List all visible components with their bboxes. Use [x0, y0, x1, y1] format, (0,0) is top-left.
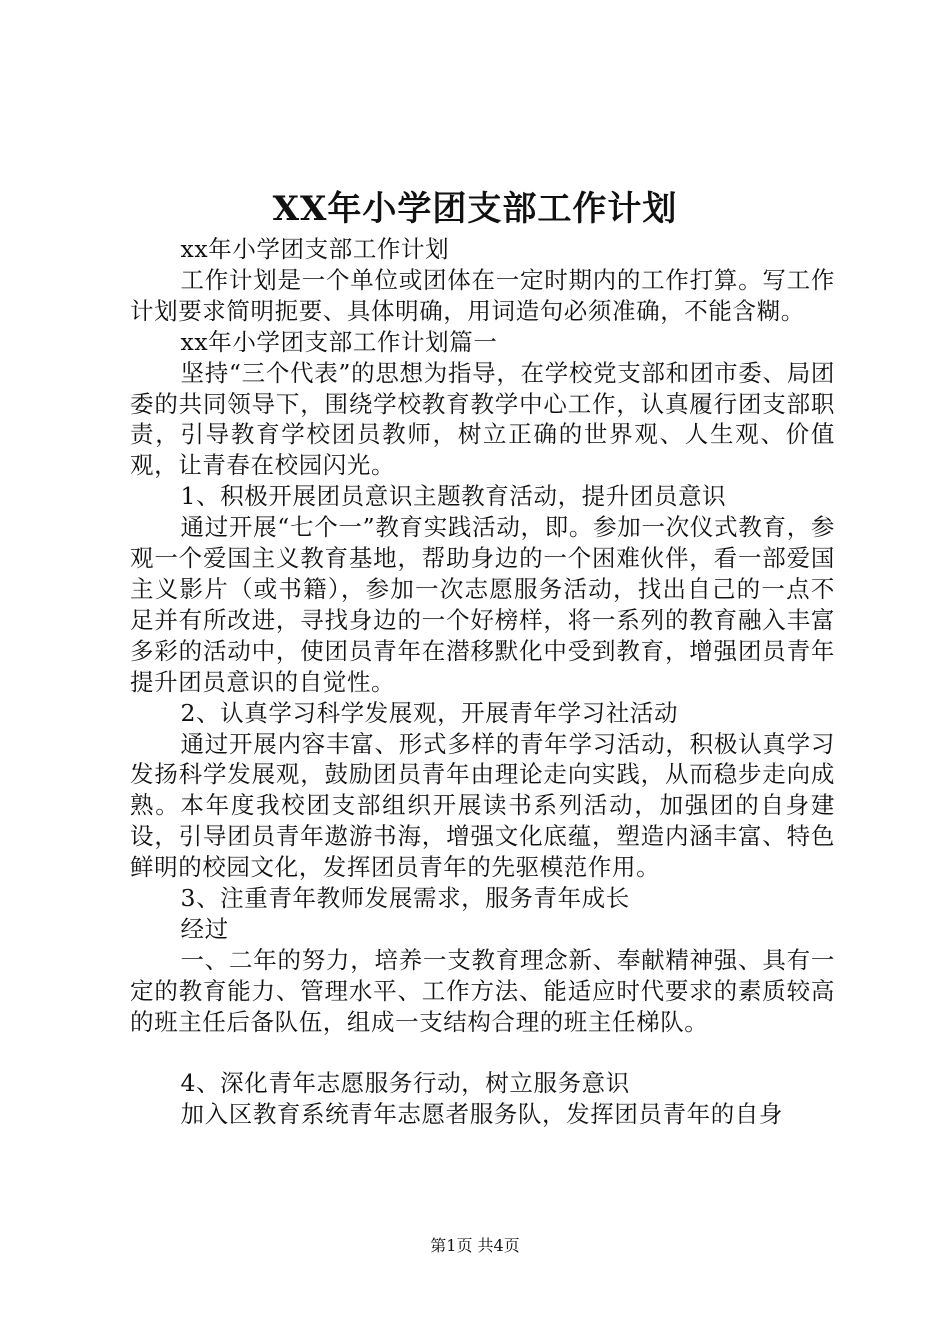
paragraph-guideline: 坚持“三个代表”的思想为指导，在学校党支部和团市委、局团委的共同领导下，围绕学校教育教学中心工作，认真履行团支部职责，引导教育学校团员教师，树立正确的世界观、人生观、价值观，让青春在校园闪光。 — [130, 358, 835, 480]
document-title: XX年小学团支部工作计划 — [272, 189, 678, 229]
paragraph-intro: 工作计划是一个单位或团体在一定时期内的工作打算。写工作计划要求简明扼要、具体明确，用词造句必须准确，不能含糊。 — [130, 265, 835, 325]
page-footer: 第1页 共4页 — [430, 1236, 520, 1255]
paragraph-item-3-body: 一、二年的努力，培养一支教育理念新、奉献精神强、具有一定的教育能力、管理水平、工作方法、能适应时代要求的素质较高的班主任后备队伍，组成一支结构合理的班主任梯队。 — [130, 945, 835, 1036]
paragraph-item-1-body: 通过开展“七个一”教育实践活动，即。参加一次仪式教育，参观一个爱国主义教育基地，帮助身边的一个困难伙伴，看一部爱国主义影片（或书籍），参加一次志愿服务活动，找出自己的一点不足并有所改进，寻找身边的一个好榜样，将一系列的教育融入丰富多彩的活动中，使团员青年在潜移默化中受到教育，增强团员青年提升团员意识的自觉性。 — [130, 513, 835, 696]
paragraph-item-3-heading: 3、注重青年教师发展需求，服务青年成长 — [180, 884, 630, 913]
paragraph-section-heading: xx年小学团支部工作计划篇一 — [180, 327, 498, 356]
paragraph-item-4-heading: 4、深化青年志愿服务行动，树立服务意识 — [180, 1069, 630, 1098]
paragraph-subtitle: xx年小学团支部工作计划 — [180, 235, 450, 263]
paragraph-item-2-body: 通过开展内容丰富、形式多样的青年学习活动，积极认真学习发扬科学发展观，鼓励团员青年由理论走向实践，从而稳步走向成熟。本年度我校团支部组织开展读书系列活动，加强团的自身建设，引导团员青年遨游书海，增强文化底蕴，塑造内涵丰富、特色鲜明的校园文化，发挥团员青年的先驱模范作用。 — [130, 729, 835, 882]
paragraph-item-4-body: 加入区教育系统青年志愿者服务队，发挥团员青年的自身 — [180, 1100, 784, 1129]
document-body — [130, 234, 835, 1130]
paragraph-item-2-heading: 2、认真学习科学发展观，开展青年学习社活动 — [180, 698, 679, 727]
paragraph-item-3-lead: 经过 — [180, 914, 229, 943]
paragraph-item-1-heading: 1、积极开展团员意识主题教育活动，提升团员意识 — [180, 482, 727, 511]
paragraph-spacer — [130, 1038, 835, 1069]
